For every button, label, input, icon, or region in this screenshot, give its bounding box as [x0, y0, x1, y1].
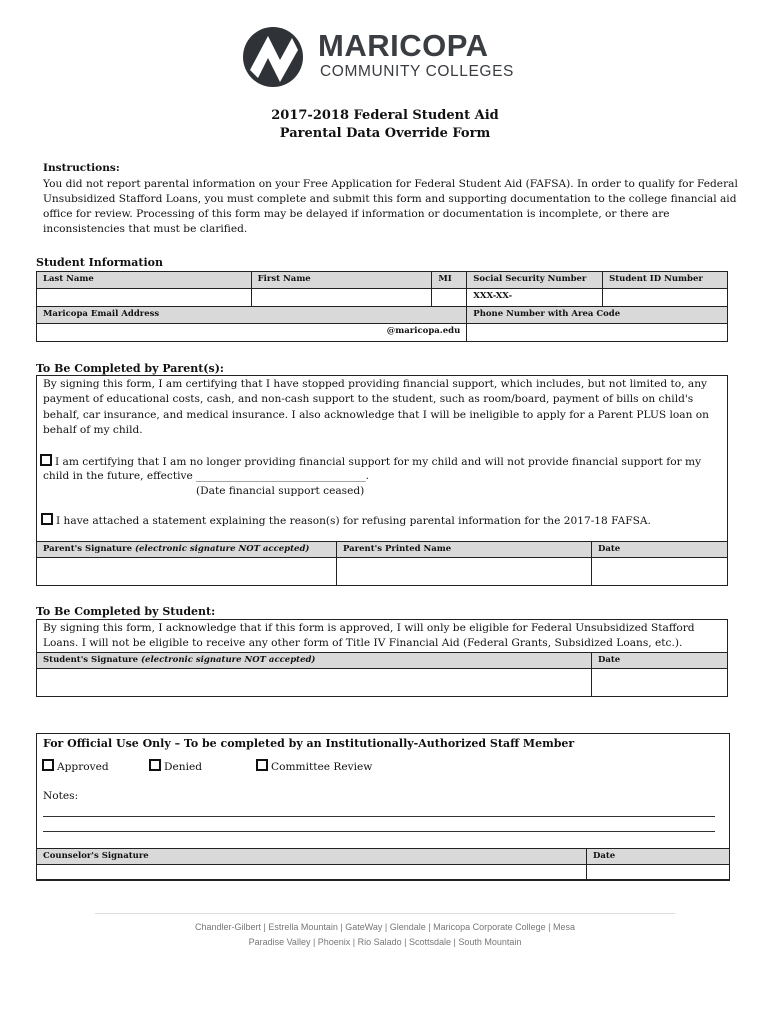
- parent-date-label: Date: [592, 542, 728, 558]
- parent-text-line-2: payment of educational costs, cash, and non-cash support to the student, such as room/board, payment of bills on child's: [43, 393, 694, 405]
- form-title-line1: 2017-2018 Federal Student Aid: [271, 108, 499, 123]
- footer-divider: [95, 913, 675, 914]
- parent-text-line-1: By signing this form, I am certifying that I have stopped providing financial support, which includes, but not limited to, any: [43, 378, 708, 390]
- counselor-signature-table: [36, 848, 730, 881]
- student-date-label: Date: [592, 653, 728, 669]
- committee-review-checkbox[interactable]: [256, 759, 268, 771]
- counselor-date-field[interactable]: [587, 865, 730, 881]
- parent-signature-field[interactable]: [37, 558, 337, 586]
- approved-checkbox[interactable]: [42, 759, 54, 771]
- instructions-line-2: Unsubsidized Stafford Loans, you must complete and submit this form and supporting documentation to the college financial aid: [43, 193, 737, 205]
- mi-label: MI: [432, 272, 467, 289]
- denied-checkbox[interactable]: [149, 759, 161, 771]
- student-text-line-1: By signing this form, I acknowledge that if this form is approved, I will only be eligible for Federal Unsubsidized Stafford: [43, 622, 695, 634]
- parent-date-field[interactable]: [592, 558, 728, 586]
- ssn-label: Social Security Number: [467, 272, 603, 289]
- maricopa-logo: [242, 26, 304, 88]
- parent-signature-note: (electronic signature NOT accepted): [134, 544, 310, 554]
- email-label: Maricopa Email Address: [37, 307, 467, 324]
- cert-statement-checkbox[interactable]: [41, 513, 53, 525]
- cert-support-text: I am certifying that I am no longer providing financial support for my child and will not provide financial support for my: [55, 456, 702, 468]
- student-id-label: Student ID Number: [603, 272, 728, 289]
- counselor-signature-field[interactable]: [37, 865, 587, 881]
- instructions-line-1: You did not report parental information on your Free Application for Federal Student Aid (FAFSA). In order to qualify for Federal: [43, 178, 738, 190]
- parent-signature-table: [36, 541, 728, 586]
- student-signature-label: Student's Signature (electronic signature NOT accepted): [37, 653, 592, 669]
- student-date-field[interactable]: [592, 669, 728, 697]
- last-name-field[interactable]: [37, 289, 252, 307]
- logo-subtitle: COMMUNITY COLLEGES: [320, 63, 514, 80]
- student-text-line-2: Loans. I will not be eligible to receive any other form of Title IV Financial Aid (Federal Grants, Subsidized Loans, etc.).: [43, 637, 683, 649]
- committee-review-label: Committee Review: [271, 761, 373, 773]
- student-signature-field[interactable]: [37, 669, 592, 697]
- first-name-label: First Name: [251, 272, 432, 289]
- notes-line-1[interactable]: [43, 816, 715, 817]
- student-signature-table: [36, 652, 728, 697]
- parent-printed-name-field[interactable]: [337, 558, 592, 586]
- logo-name: MARICOPA: [318, 28, 489, 63]
- denied-label: Denied: [164, 761, 203, 773]
- first-name-field[interactable]: [251, 289, 432, 307]
- footer-line-1: Chandler-Gilbert | Estrella Mountain | GateWay | Glendale | Maricopa Corporate College | Mesa: [194, 922, 576, 932]
- notes-label: Notes:: [43, 790, 79, 802]
- phone-field[interactable]: [467, 324, 728, 342]
- parent-heading: To Be Completed by Parent(s):: [36, 362, 224, 375]
- student-info-heading: Student Information: [36, 256, 163, 269]
- official-use-heading: For Official Use Only – To be completed by an Institutionally-Authorized Staff Member: [43, 737, 575, 750]
- approved-option: [42, 759, 109, 775]
- notes-line-2[interactable]: [43, 831, 715, 832]
- ssn-field[interactable]: XXX-XX-: [467, 289, 603, 307]
- committee-review-option: [256, 759, 372, 775]
- instructions-label: Instructions:: [43, 162, 120, 174]
- parent-text-line-3: behalf, car insurance, and medical insurance. I also acknowledge that I will be ineligible to apply for a Parent PLUS loan on: [43, 409, 709, 421]
- last-name-label: Last Name: [37, 272, 252, 289]
- cert-support-date-hint: (Date financial support ceased): [196, 485, 365, 497]
- form-title-line2: Parental Data Override Form: [279, 126, 491, 141]
- counselor-signature-label: Counselor's Signature: [37, 849, 587, 865]
- phone-label: Phone Number with Area Code: [467, 307, 728, 324]
- parent-text-line-4: behalf of my child.: [43, 424, 143, 436]
- student-signature-note: (electronic signature NOT accepted): [141, 655, 316, 665]
- cert-support-date-line[interactable]: child in the future, effective ________________________________.: [43, 470, 370, 482]
- parent-signature-label: Parent's Signature (electronic signature NOT accepted): [37, 542, 337, 558]
- student-heading: To Be Completed by Student:: [36, 605, 216, 618]
- parent-printed-name-label: Parent's Printed Name: [337, 542, 592, 558]
- mi-field[interactable]: [432, 289, 467, 307]
- student-info-table: [36, 271, 728, 342]
- approved-label: Approved: [57, 761, 109, 773]
- cert-statement-text: I have attached a statement explaining the reason(s) for refusing parental information for the 2017-18 FAFSA.: [56, 515, 651, 527]
- denied-option: [149, 759, 202, 775]
- footer-line-2: Paradise Valley | Phoenix | Rio Salado | Scottsdale | South Mountain: [248, 937, 522, 947]
- instructions-line-3: office for review. Processing of this form may be delayed if information or documentation is incomplete, or there are: [43, 208, 670, 220]
- maricopa-logo-mark-icon: [242, 26, 304, 88]
- instructions-line-4: inconsistencies that must be clarified.: [43, 223, 248, 235]
- counselor-date-label: Date: [587, 849, 730, 865]
- cert-support-checkbox[interactable]: [40, 454, 52, 466]
- cert-statement-row: [41, 513, 651, 529]
- student-id-field[interactable]: [603, 289, 728, 307]
- cert-support-row: [40, 454, 701, 470]
- email-field[interactable]: @maricopa.edu: [37, 324, 467, 342]
